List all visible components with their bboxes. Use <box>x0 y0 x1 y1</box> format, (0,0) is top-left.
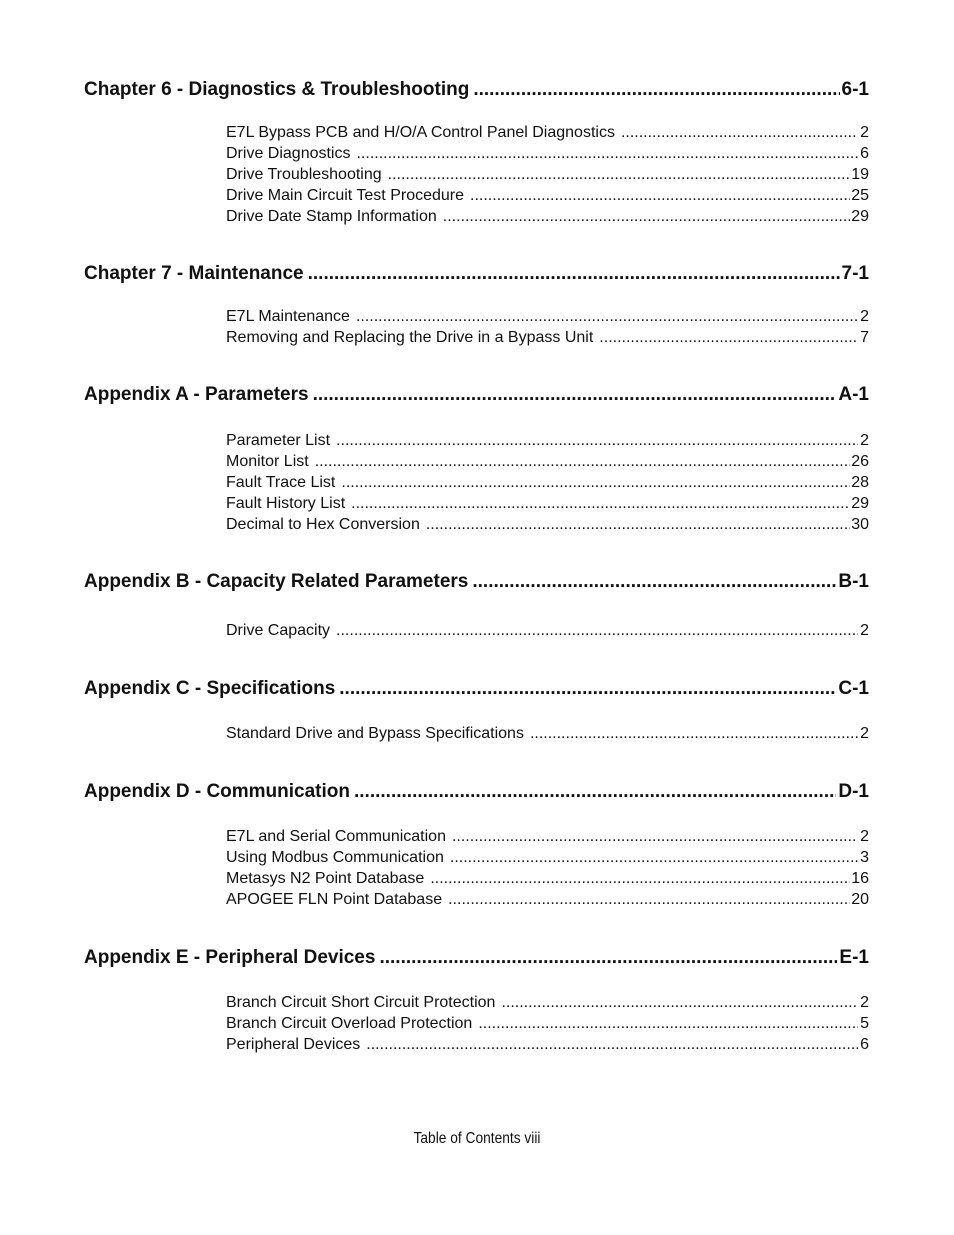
dot-leader <box>470 185 850 206</box>
entry-page: 2 <box>860 725 869 742</box>
entry-page: 3 <box>860 849 869 866</box>
entry-page: 30 <box>851 516 869 533</box>
toc-entry[interactable] <box>226 514 869 535</box>
chapter-title: Chapter 6 - Diagnostics & Troubleshooting <box>84 79 470 100</box>
toc-section-chapter-6 <box>84 78 869 227</box>
dot-leader <box>339 677 836 701</box>
dot-leader <box>450 847 858 868</box>
dot-leader <box>501 992 858 1013</box>
dot-leader <box>448 889 850 910</box>
toc-entry[interactable] <box>226 493 869 514</box>
page-footer: Table of Contents viii <box>413 1130 541 1147</box>
toc-entry[interactable] <box>226 847 869 868</box>
toc-entry[interactable] <box>226 143 869 164</box>
toc-section-chapter-7 <box>84 262 869 348</box>
dot-leader <box>599 327 858 348</box>
entry-title: Fault History List <box>226 495 346 512</box>
toc-entry[interactable] <box>226 826 869 847</box>
dot-leader <box>336 620 858 641</box>
entry-title: Drive Main Circuit Test Procedure <box>226 187 465 204</box>
entry-title: Drive Diagnostics <box>226 145 351 162</box>
entry-title: Parameter List <box>226 432 331 449</box>
toc-chapter-heading[interactable] <box>84 383 869 407</box>
dot-leader <box>366 1034 858 1055</box>
toc-entry[interactable] <box>226 1034 869 1055</box>
chapter-page: E-1 <box>839 947 869 968</box>
toc-entry[interactable] <box>226 327 869 348</box>
entry-title: Drive Date Stamp Information <box>226 208 437 225</box>
entry-title: Drive Troubleshooting <box>226 166 382 183</box>
entry-title: APOGEE FLN Point Database <box>226 891 443 908</box>
entry-title: Monitor List <box>226 453 309 470</box>
toc-entry[interactable] <box>226 889 869 910</box>
entry-page: 20 <box>851 891 869 908</box>
toc-entry[interactable] <box>226 992 869 1013</box>
dot-leader <box>315 451 851 472</box>
toc-section-appendix-d <box>84 780 869 910</box>
toc-entry[interactable] <box>226 164 869 185</box>
dot-leader <box>621 122 858 143</box>
dot-leader <box>308 262 840 286</box>
entry-title: Branch Circuit Short Circuit Protection <box>226 994 496 1011</box>
chapter-page: A-1 <box>838 384 869 405</box>
entry-title: E7L Bypass PCB and H/O/A Control Panel Diagnostics <box>226 124 615 141</box>
chapter-title: Appendix C - Specifications <box>84 678 336 699</box>
toc-entry[interactable] <box>226 620 869 641</box>
entry-page: 16 <box>851 870 869 887</box>
entry-page: 2 <box>860 432 869 449</box>
dot-leader <box>313 383 837 407</box>
dot-leader <box>430 868 850 889</box>
toc-section-appendix-b <box>84 570 869 641</box>
chapter-title: Appendix E - Peripheral Devices <box>84 947 376 968</box>
toc-section-appendix-a <box>84 383 869 535</box>
entry-title: Removing and Replacing the Drive in a Bypass Unit <box>226 329 594 346</box>
dot-leader <box>341 472 850 493</box>
entry-title: Branch Circuit Overload Protection <box>226 1015 473 1032</box>
toc-entries <box>226 620 869 641</box>
entry-title: Standard Drive and Bypass Specifications <box>226 725 524 742</box>
entry-title: Using Modbus Communication <box>226 849 444 866</box>
dot-leader <box>354 780 836 804</box>
entry-page: 29 <box>851 495 869 512</box>
entry-page: 28 <box>851 474 869 491</box>
chapter-page: 6-1 <box>841 79 869 100</box>
entry-title: Fault Trace List <box>226 474 336 491</box>
dot-leader <box>426 514 850 535</box>
entry-page: 2 <box>860 828 869 845</box>
entry-page: 29 <box>851 208 869 225</box>
entry-title: E7L Maintenance <box>226 308 350 325</box>
toc-entries <box>226 122 869 227</box>
dot-leader <box>443 206 850 227</box>
toc-chapter-heading[interactable] <box>84 570 869 594</box>
toc-entries <box>226 992 869 1055</box>
toc-entries <box>226 723 869 744</box>
chapter-title: Appendix D - Communication <box>84 781 350 802</box>
toc-entry[interactable] <box>226 206 869 227</box>
entry-title: Metasys N2 Point Database <box>226 870 425 887</box>
toc-chapter-heading[interactable] <box>84 677 869 701</box>
toc-section-appendix-c <box>84 677 869 744</box>
dot-leader <box>530 723 858 744</box>
chapter-page: D-1 <box>838 781 869 802</box>
dot-leader <box>473 78 839 102</box>
entry-page: 2 <box>860 124 869 141</box>
entry-title: Decimal to Hex Conversion <box>226 516 420 533</box>
dot-leader <box>379 946 837 970</box>
entry-page: 6 <box>860 145 869 162</box>
toc-chapter-heading[interactable] <box>84 780 869 804</box>
toc-chapter-heading[interactable] <box>84 262 869 286</box>
toc-entry[interactable] <box>226 185 869 206</box>
entry-page: 19 <box>851 166 869 183</box>
toc-chapter-heading[interactable] <box>84 946 869 970</box>
dot-leader <box>452 826 858 847</box>
entry-page: 5 <box>860 1015 869 1032</box>
entry-page: 26 <box>851 453 869 470</box>
entry-page: 2 <box>860 994 869 1011</box>
dot-leader <box>472 570 836 594</box>
chapter-page: C-1 <box>838 678 869 699</box>
toc-entries <box>226 826 869 910</box>
dot-leader <box>356 143 858 164</box>
toc-entry[interactable] <box>226 868 869 889</box>
dot-leader <box>356 306 858 327</box>
dot-leader <box>351 493 850 514</box>
toc-entry[interactable] <box>226 1013 869 1034</box>
chapter-title: Chapter 7 - Maintenance <box>84 263 304 284</box>
toc-entry[interactable] <box>226 430 869 451</box>
chapter-title: Appendix B - Capacity Related Parameters <box>84 571 469 592</box>
entry-page: 2 <box>860 622 869 639</box>
toc-chapter-heading[interactable] <box>84 78 869 102</box>
toc-section-appendix-e <box>84 946 869 1055</box>
toc-entry[interactable] <box>226 472 869 493</box>
dot-leader <box>336 430 858 451</box>
entry-title: E7L and Serial Communication <box>226 828 446 845</box>
toc-entries <box>226 430 869 535</box>
chapter-title: Appendix A - Parameters <box>84 384 309 405</box>
entry-page: 7 <box>860 329 869 346</box>
entry-title: Peripheral Devices <box>226 1036 361 1053</box>
entry-page: 6 <box>860 1036 869 1053</box>
toc-entries <box>226 306 869 348</box>
toc-entry[interactable] <box>226 122 869 143</box>
toc-entry[interactable] <box>226 723 869 744</box>
entry-page: 2 <box>860 308 869 325</box>
dot-leader <box>388 164 851 185</box>
toc-entry[interactable] <box>226 306 869 327</box>
toc-entry[interactable] <box>226 451 869 472</box>
dot-leader <box>478 1013 858 1034</box>
chapter-page: 7-1 <box>841 263 869 284</box>
entry-page: 25 <box>851 187 869 204</box>
chapter-page: B-1 <box>838 571 869 592</box>
entry-title: Drive Capacity <box>226 622 331 639</box>
